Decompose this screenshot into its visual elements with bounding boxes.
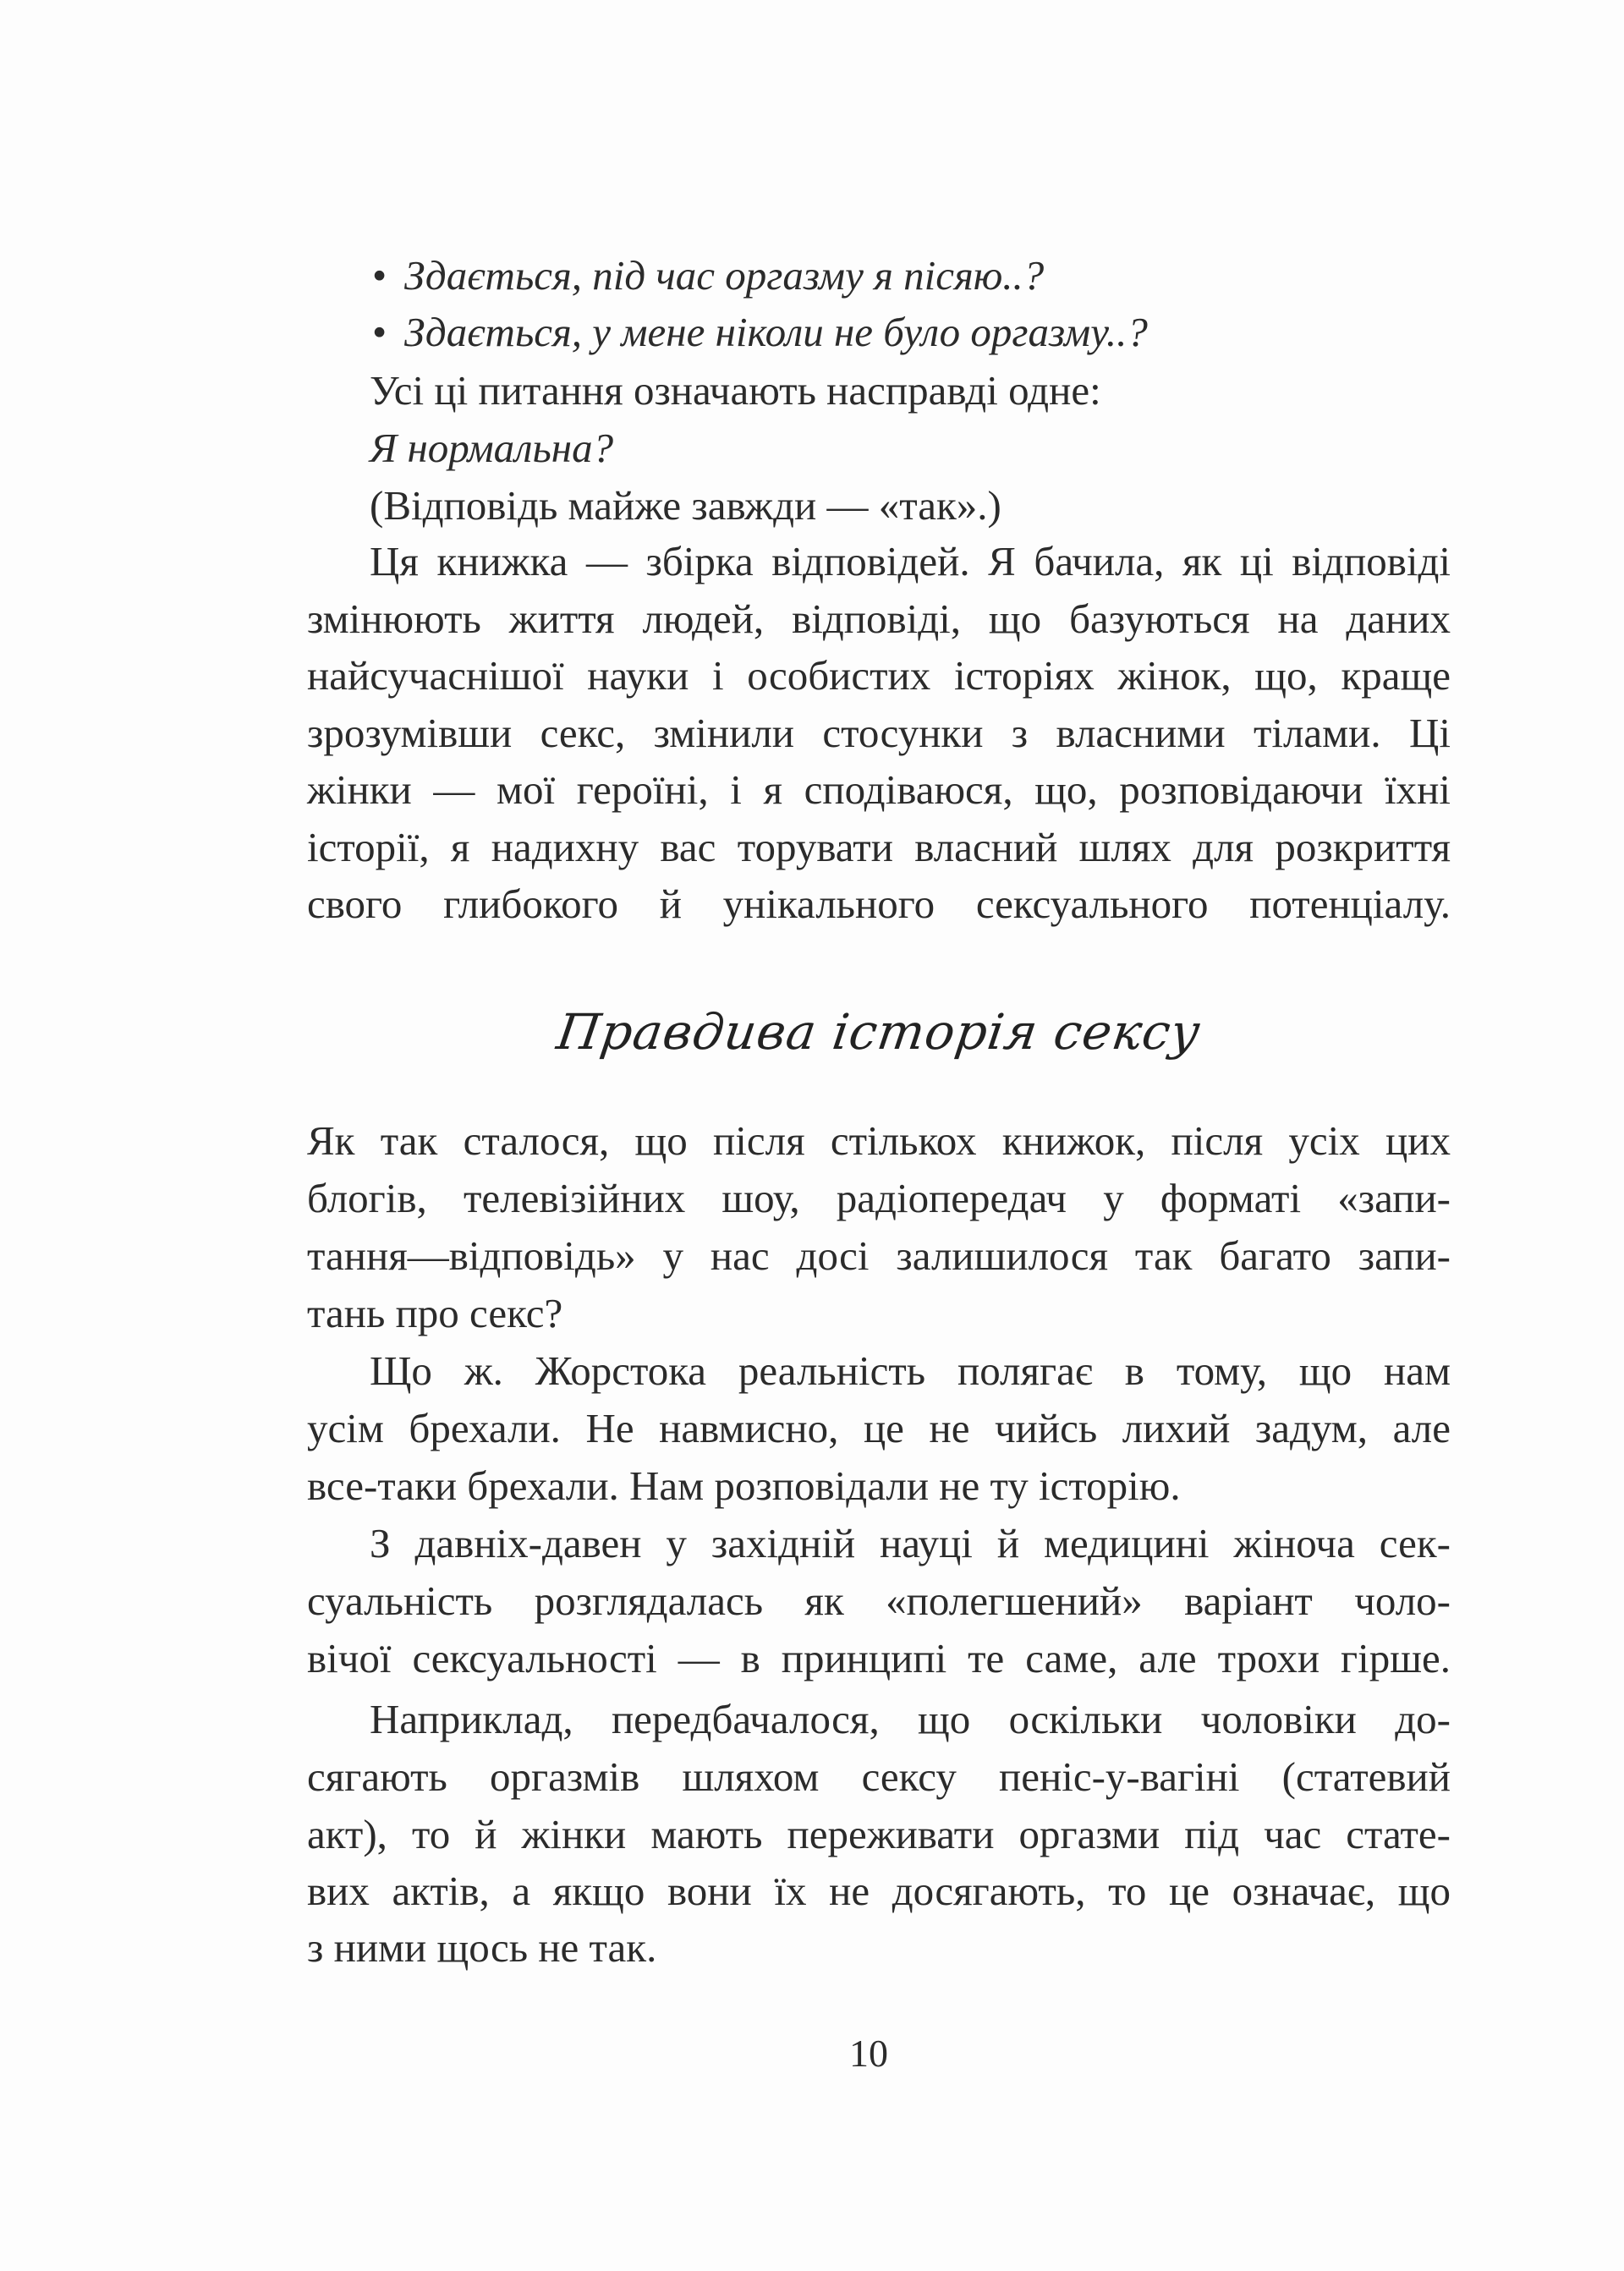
paragraph-line: усім брехали. Не навмисно, це не чийсь лихий задум, але xyxy=(307,1405,1451,1451)
paragraph-line: Що ж. Жорстока реальність полягає в тому, що нам xyxy=(370,1347,1451,1394)
question-bullet xyxy=(372,247,1451,304)
paragraph-line: Як так сталося, що після стількох книжок, після усіх цих xyxy=(307,1117,1451,1164)
paragraph-line: Ця книжка — збірка відповідей. Я бачила, як ці відповіді xyxy=(370,538,1451,584)
paragraph-line: свого глибокого й унікального сексуального потенціалу. xyxy=(307,880,1451,927)
question-text: Здається, під час оргазму я пісяю..? xyxy=(404,252,1045,299)
paragraph-line: сягають оргазмів шляхом сексу пеніс-у-вагіні (статевий xyxy=(307,1753,1451,1800)
paragraph-line: З давніх-давен у західній науці й медицині жіноча сек- xyxy=(370,1520,1451,1566)
question-text: Здається, у мене ніколи не було оргазму..? xyxy=(404,309,1148,355)
paragraph-line: тання—відповідь» у нас досі залишилося так багато запи- xyxy=(307,1232,1451,1279)
paragraph-line: зрозумівши секс, змінили стосунки з власними тілами. Ці xyxy=(307,710,1451,756)
paragraph-line: Наприклад, передбачалося, що оскільки чоловіки до- xyxy=(370,1696,1451,1742)
paragraph-line: блогів, телевізійних шоу, радіопередач у форматі «запи- xyxy=(307,1175,1451,1221)
normal-question: Я нормальна? xyxy=(370,425,614,471)
paragraph-line: все-таки брехали. Нам розповідали не ту історію. xyxy=(307,1462,1181,1509)
paragraph-line: акт), то й жінки мають переживати оргазми під час стате- xyxy=(307,1811,1451,1857)
bullet-icon: • xyxy=(372,309,387,355)
paragraph-line: тань про секс? xyxy=(307,1290,563,1336)
paragraph-line: змінюють життя людей, відповіді, що базуються на даних xyxy=(307,595,1451,642)
paragraph-line: жінки — мої героїні, і я сподіваюся, що, розповідаючи їхні xyxy=(307,766,1451,813)
summary-line: Усі ці питання означають насправді одне: xyxy=(370,367,1101,414)
paragraph-line: історії, я надихну вас торувати власний шлях для розкриття xyxy=(307,824,1451,870)
paragraph-line: найсучаснішої науки і особистих історіях жінок, що, краще xyxy=(307,652,1451,699)
answer-note: (Відповідь майже завжди — «так».) xyxy=(370,482,1001,529)
bullet-icon: • xyxy=(372,252,387,299)
paragraph-line: вічої сексуальності — в принципі те саме, але трохи гірше. xyxy=(307,1635,1451,1681)
page-number: 10 xyxy=(849,2032,888,2075)
section-heading: Правдива історія сексу xyxy=(553,1003,1204,1061)
paragraph-line: з ними щось не так. xyxy=(307,1924,657,1971)
question-bullet xyxy=(372,304,1451,361)
paragraph-line: суальність розглядалась як «полегшений» варіант чоло- xyxy=(307,1577,1451,1624)
paragraph-line: вих актів, а якщо вони їх не досягають, то це означає, що xyxy=(307,1868,1451,1914)
